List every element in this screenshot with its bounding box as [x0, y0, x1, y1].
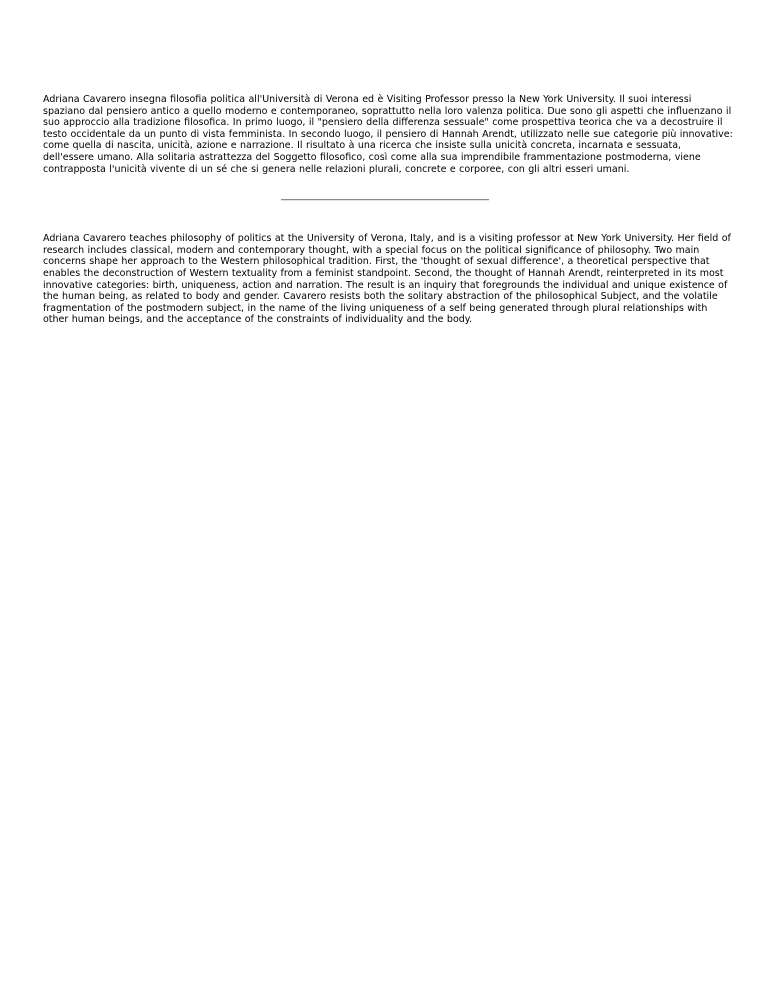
document-page — [43, 94, 733, 326]
italian-bio-paragraph: Adriana Cavarero insegna filosofia politica all'Università di Verona ed è Visiting Professor presso la New York University. Il suoi interessi spaziano dal pensiero antico a quello moderno e contemporaneo, soprattutto nella loro valenza politica. Due sono gli aspetti che influenzano il suo approccio alla tradizione filosofica. In primo luogo, il "pensiero della differenza sessuale" come prospettiva teorica che va a decostruire il testo occidentale da un punto di vista femminista. In secondo luogo, il pensiero di Hannah Arendt, utilizzato nelle sue categorie più innovative: come quella di nascita, unicità, azione e narrazione. Il risultato à una ricerca che insiste sulla unicità concreta, incarnata e sessuata, dell'essere umano. Alla solitaria astrattezza del Soggetto filosofico, così come alla sua imprendibile frammentazione postmoderna, viene contrapposta l'unicità vivente di un sé che si genera nelle relazioni plurali, concrete e corporee, con gli altri esseri umani. — [43, 94, 733, 175]
separator-area — [43, 175, 733, 233]
english-bio-paragraph: Adriana Cavarero teaches philosophy of politics at the University of Verona, Italy, and is a visiting professor at New York University. Her field of research includes classical, modern and contemporary thought, with a special focus on the political significance of philosophy. Two main concerns shape her approach to the Western philosophical tradition. First, the 'thought of sexual difference', a theoretical perspective that enables the deconstruction of Western textuality from a feminist standpoint. Second, the thought of Hannah Arendt, reinterpreted in its most innovative categories: birth, uniqueness, action and narration. The result is an inquiry that foregrounds the individual and unique existence of the human being, as related to body and gender. Cavarero resists both the solitary abstraction of the philosophical Subject, and the volatile fragmentation of the postmodern subject, in the name of the living uniqueness of a self being generated through plural relationships with other human beings, and the acceptance of the constraints of individuality and the body. — [43, 233, 731, 326]
horizontal-rule — [281, 199, 489, 201]
